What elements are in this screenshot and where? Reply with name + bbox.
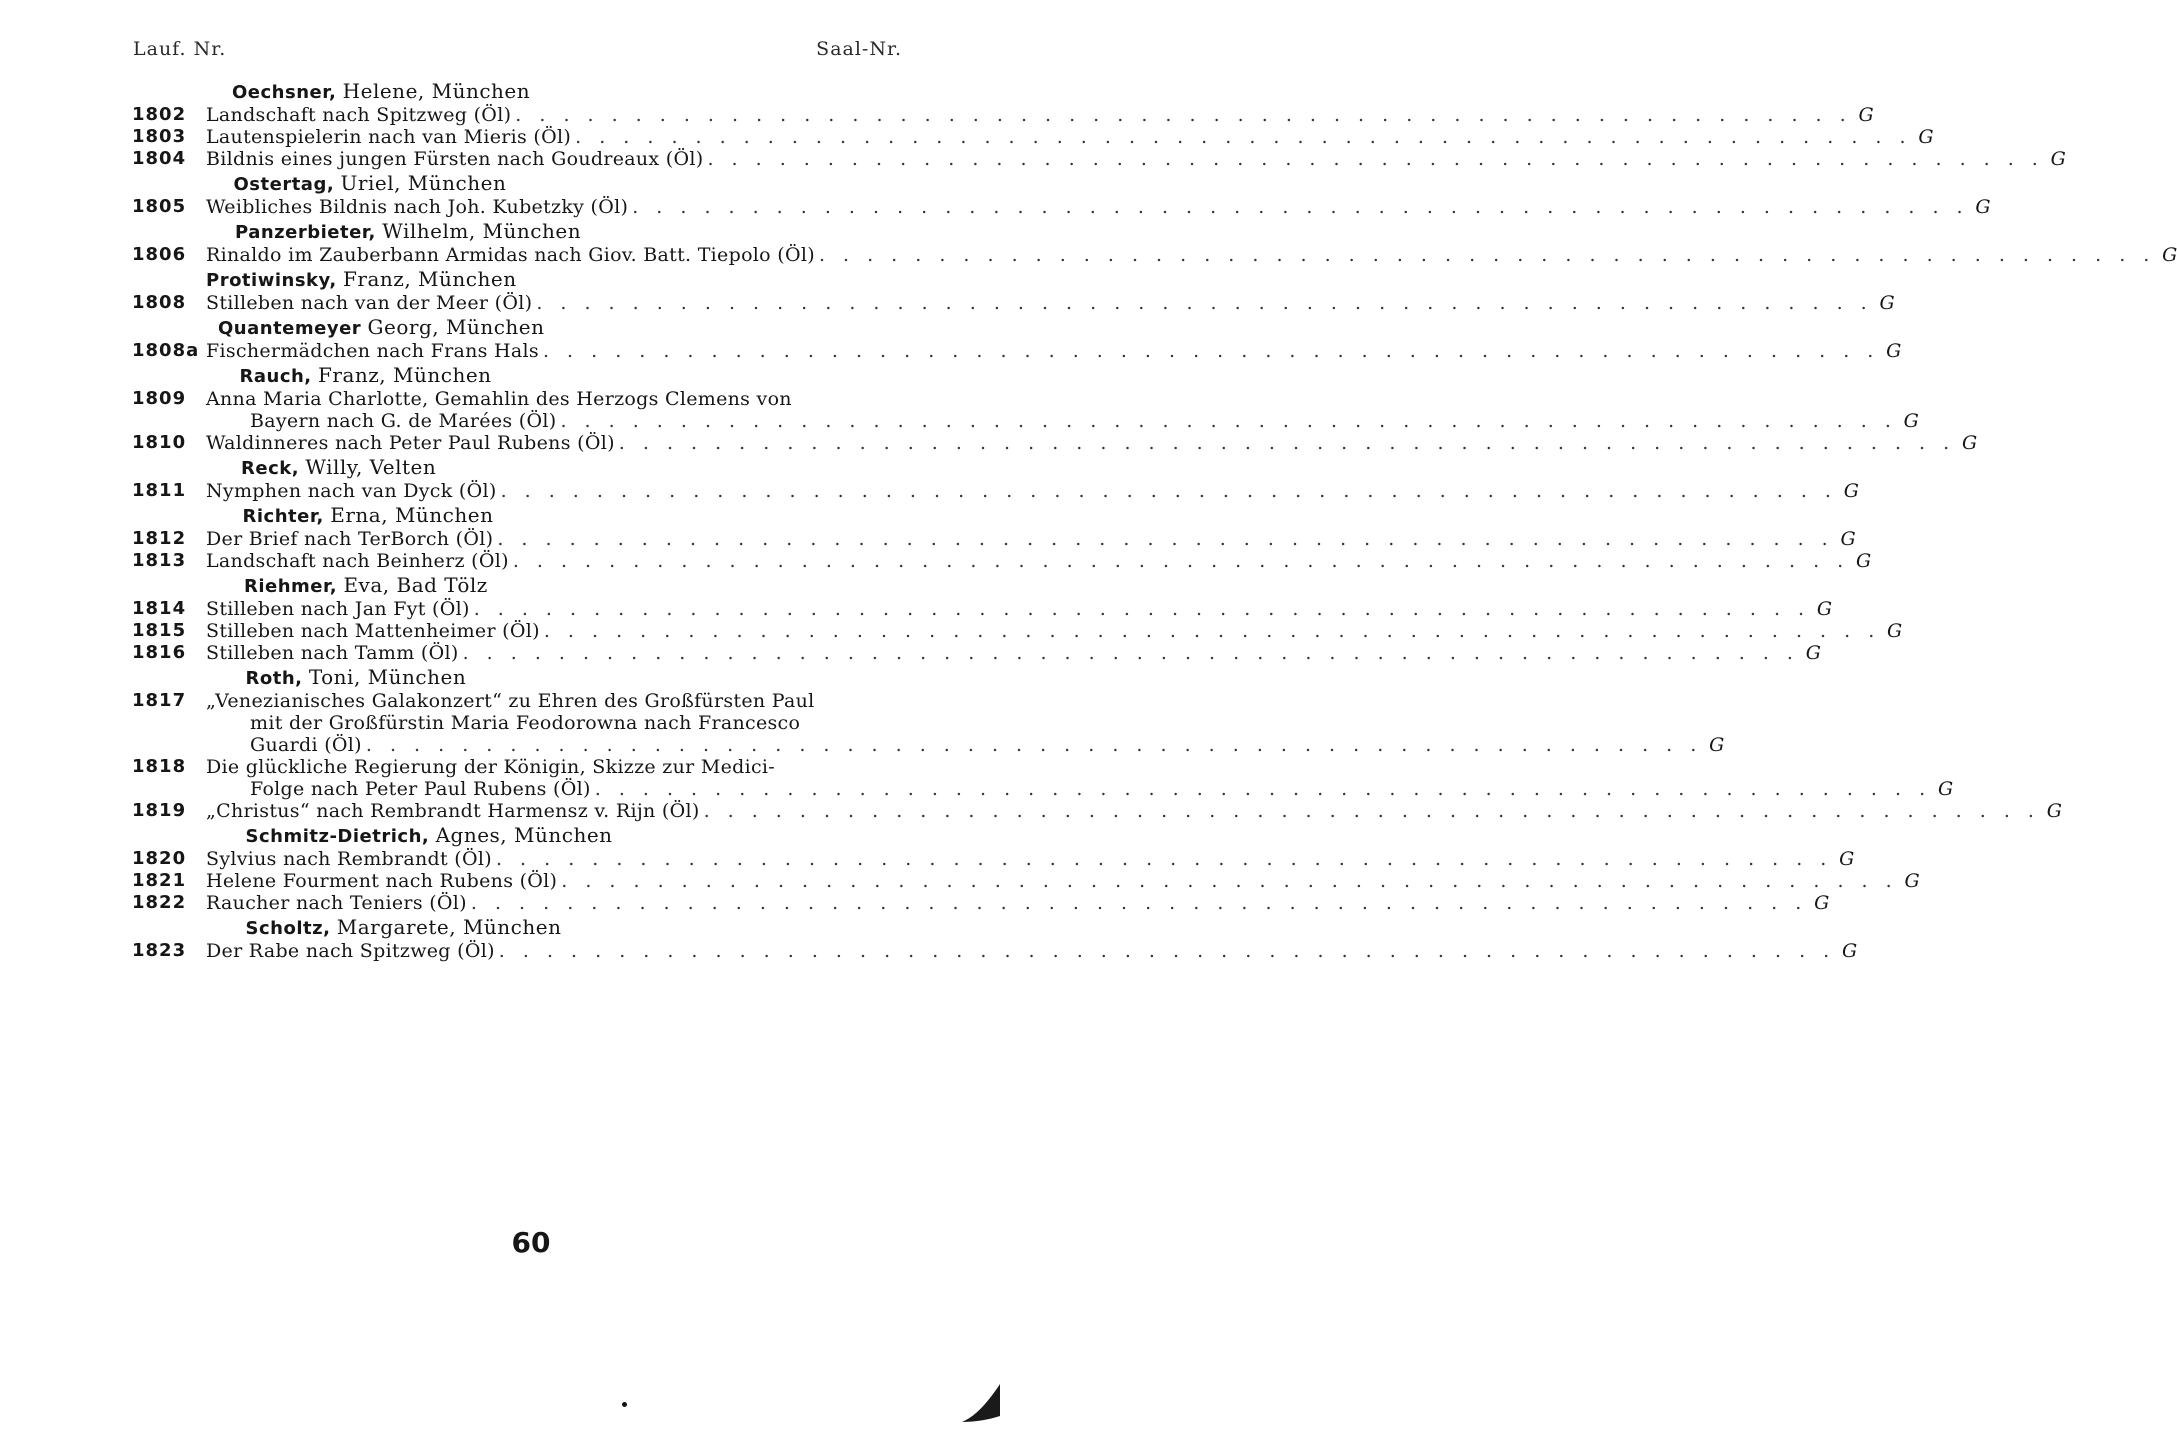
entry-number: 1805: [132, 196, 187, 217]
dot-leader: . . . . . . . . . . . . . . . . . . . . . . . . . . . . . . . . . . . . . . . . . . . . . . . . . . . . . . . .: [594, 778, 1932, 800]
dot-leader: . . . . . . . . . . . . . . . . . . . . . . . . . . . . . . . . . . . . . . . . . . . . . . . . . . . . . . . .: [543, 620, 1881, 642]
room-number: G: [1842, 940, 1858, 962]
room-number: G: [1886, 340, 1902, 362]
room-number: G: [1879, 292, 1895, 314]
dot-leader: . . . . . . . . . . . . . . . . . . . . . . . . . . . . . . . . . . . . . . . . . . . . . . . . . . . . . . . .: [470, 892, 1808, 914]
entry-title-line: [206, 712, 910, 734]
entry-title-text: Fischermädchen nach Frans Hals: [206, 340, 539, 362]
room-number: G: [1816, 598, 1833, 620]
entry-title-line: [206, 340, 1902, 362]
entry-title-line: [206, 244, 2177, 266]
artist-section: [132, 78, 2066, 170]
entry-title-line: [206, 940, 1858, 962]
entry-number: 1820: [132, 848, 187, 869]
artist-section: [132, 218, 2177, 266]
artist-name: Oechsner,: [232, 82, 337, 103]
artist-heading: [132, 170, 910, 196]
entry-number: 1802: [132, 104, 187, 125]
room-number: G: [2046, 800, 2062, 822]
room-number: G: [1887, 620, 1903, 642]
catalog-entry: [132, 848, 1855, 870]
entry-title-text: Stilleben nach Mattenheimer (Öl): [206, 620, 540, 642]
entry-title-line: [206, 196, 1991, 218]
entry-title-line: [206, 756, 910, 778]
entry-title: [206, 848, 1855, 870]
artist-section: [132, 822, 1920, 914]
catalog-entry: [132, 598, 1833, 620]
entry-number: 1803: [132, 126, 187, 147]
catalog-entry: [132, 620, 1903, 642]
entry-title-line: [206, 642, 1821, 664]
dot-leader: . . . . . . . . . . . . . . . . . . . . . . . . . . . . . . . . . . . . . . . . . . . . . . . . . . . . . . . .: [498, 940, 1836, 962]
room-number: G: [2050, 148, 2066, 170]
artist-location: Georg, München: [367, 315, 545, 339]
artist-heading: [132, 822, 910, 848]
room-number: G: [1904, 870, 1920, 892]
entry-title-line: [206, 800, 2062, 822]
catalog-entries: [132, 78, 2177, 962]
entry-title: [206, 388, 1919, 432]
entry-title-text: Weibliches Bildnis nach Joh. Kubetzky (Öl): [206, 196, 629, 218]
artist-heading: [132, 502, 910, 528]
entry-title-line: [206, 848, 1855, 870]
entry-title: [206, 620, 1903, 642]
catalog-entry: [132, 892, 1830, 914]
entry-title-line: [206, 148, 2066, 170]
catalog-entry: [132, 642, 1821, 664]
catalog-entry: [132, 940, 1858, 962]
entry-title-line: [206, 778, 1954, 800]
artist-section: [132, 914, 1858, 962]
catalog-entry: [132, 870, 1920, 892]
entry-title: [206, 870, 1920, 892]
entry-title-line: [206, 126, 1934, 148]
artist-location: Wilhelm, München: [382, 219, 582, 243]
entry-title-line: [206, 734, 1725, 756]
entry-title-line: [206, 892, 1830, 914]
dot-leader: . . . . . . . . . . . . . . . . . . . . . . . . . . . . . . . . . . . . . . . . . . . . . . . . . . . . . . . .: [707, 148, 2044, 170]
catalog-entry: [132, 196, 1991, 218]
entry-number: 1821: [132, 870, 187, 891]
page-number: 60: [511, 1226, 551, 1259]
dot-leader: . . . . . . . . . . . . . . . . . . . . . . . . . . . . . . . . . . . . . . . . . . . . . . . . . . . . . . . .: [575, 126, 1912, 148]
entry-title: [206, 244, 2177, 266]
entry-number: 1808: [132, 292, 187, 313]
entry-title-line: [206, 870, 1920, 892]
catalog-entry: [132, 244, 2177, 266]
room-number: G: [1937, 778, 1954, 800]
entry-title-text: Lautenspielerin nach van Mieris (Öl): [206, 126, 572, 148]
entry-title-text: Anna Maria Charlotte, Gemahlin des Herzogs Clemens von: [206, 388, 792, 410]
room-number: G: [1709, 734, 1725, 756]
catalog-entry: [132, 388, 1919, 432]
entry-title-line: [206, 104, 1874, 126]
catalog-entry: [132, 432, 1978, 454]
entry-title: [206, 800, 2062, 822]
entry-number: 1823: [132, 940, 187, 961]
room-number: G: [1856, 550, 1872, 572]
entry-title: [206, 690, 1725, 756]
dot-leader: . . . . . . . . . . . . . . . . . . . . . . . . . . . . . . . . . . . . . . . . . . . . . . . . . . . . . . . .: [462, 642, 1799, 664]
catalog-entry: [132, 550, 1872, 572]
dot-leader: . . . . . . . . . . . . . . . . . . . . . . . . . . . . . . . . . . . . . . . . . . . . . . . . . . . . . . . .: [703, 800, 2040, 822]
entry-title-text: Landschaft nach Spitzweg (Öl): [206, 104, 512, 126]
entry-title-line: [206, 432, 1978, 454]
entry-title-text: Der Rabe nach Spitzweg (Öl): [206, 940, 495, 962]
entry-title-line: [206, 690, 910, 712]
artist-location: Willy, Velten: [305, 455, 437, 479]
catalog-entry: [132, 690, 1725, 756]
room-number: G: [1903, 410, 1919, 432]
dot-leader: . . . . . . . . . . . . . . . . . . . . . . . . . . . . . . . . . . . . . . . . . . . . . . . . . . . . . . . .: [500, 480, 1837, 502]
room-number: G: [1843, 480, 1859, 502]
entry-title: [206, 432, 1978, 454]
artist-section: [132, 664, 2062, 822]
catalog-entry: [132, 528, 1856, 550]
artist-location: Margarete, München: [336, 915, 562, 939]
entry-number: 1810: [132, 432, 187, 453]
entry-title: [206, 104, 1874, 126]
artist-section: [132, 502, 1872, 572]
entry-title-line: [206, 410, 1919, 432]
artist-heading: [132, 266, 910, 292]
entry-title-text: „Venezianisches Galakonzert“ zu Ehren des Großfürsten Paul: [206, 690, 815, 712]
artist-name: Ostertag,: [233, 174, 335, 195]
artist-location: Toni, München: [308, 665, 467, 689]
entry-title-text: Stilleben nach van der Meer (Öl): [206, 292, 533, 314]
entry-title-text: Rinaldo im Zauberbann Armidas nach Giov. Batt. Tiepolo (Öl): [206, 244, 815, 266]
entry-title-text: Der Brief nach TerBorch (Öl): [206, 528, 494, 550]
artist-heading: [132, 78, 910, 104]
entry-number: 1818: [132, 756, 187, 777]
entry-title-line: [206, 388, 910, 410]
artist-name: Reck,: [241, 458, 300, 479]
entry-title: [206, 550, 1872, 572]
artist-name: Richter,: [242, 506, 324, 527]
entry-title: [206, 340, 1902, 362]
entry-title: [206, 292, 1895, 314]
room-number: G: [1814, 892, 1830, 914]
artist-section: [132, 454, 1859, 502]
room-number: G: [1858, 104, 1874, 126]
artist-name: Riehmer,: [244, 576, 338, 597]
dot-leader: . . . . . . . . . . . . . . . . . . . . . . . . . . . . . . . . . . . . . . . . . . . . . . . . . . . . . . . .: [542, 340, 1880, 362]
artist-location: Erna, München: [330, 503, 494, 527]
entry-title: [206, 126, 1934, 148]
column-header-running-number: Lauf. Nr.: [133, 38, 227, 60]
entry-number: 1814: [132, 598, 187, 619]
artist-name: Quantemeyer: [218, 318, 362, 339]
entry-title-text: „Christus“ nach Rembrandt Harmensz v. Rijn (Öl): [206, 800, 700, 822]
entry-title: [206, 480, 1859, 502]
catalog-entry: [132, 126, 1934, 148]
print-speck: [622, 1402, 627, 1407]
entry-title-text: mit der Großfürstin Maria Feodorowna nach Francesco: [250, 712, 801, 734]
entry-number: 1812: [132, 528, 187, 549]
catalog-entry: [132, 292, 1895, 314]
room-number: G: [1839, 848, 1855, 870]
entry-title: [206, 756, 1954, 800]
dot-leader: . . . . . . . . . . . . . . . . . . . . . . . . . . . . . . . . . . . . . . . . . . . . . . . . . . . . . . . .: [618, 432, 1956, 454]
artist-name: Scholtz,: [245, 918, 331, 939]
dot-leader: . . . . . . . . . . . . . . . . . . . . . . . . . . . . . . . . . . . . . . . . . . . . . . . . . . . . . . . .: [495, 848, 1833, 870]
artist-name: Rauch,: [239, 366, 312, 387]
entry-title: [206, 940, 1858, 962]
artist-location: Agnes, München: [435, 823, 613, 847]
artist-location: Eva, Bad Tölz: [343, 573, 488, 597]
dot-leader: . . . . . . . . . . . . . . . . . . . . . . . . . . . . . . . . . . . . . . . . . . . . . . . . . . . . . . . .: [818, 244, 2156, 266]
entry-title-line: [206, 528, 1856, 550]
entry-title: [206, 892, 1830, 914]
artist-location: Franz, München: [318, 363, 492, 387]
artist-section: [132, 362, 1978, 454]
entry-title: [206, 528, 1856, 550]
artist-location: Uriel, München: [340, 171, 507, 195]
entry-number: 1808a: [132, 340, 200, 361]
dot-leader: . . . . . . . . . . . . . . . . . . . . . . . . . . . . . . . . . . . . . . . . . . . . . . . . . . . . . . . .: [536, 292, 1873, 314]
entry-title-text: Sylvius nach Rembrandt (Öl): [206, 848, 492, 870]
catalog-entry: [132, 340, 1902, 362]
entry-title: [206, 598, 1833, 620]
artist-heading: [132, 218, 910, 244]
artist-heading: [132, 572, 910, 598]
entry-title-text: Stilleben nach Tamm (Öl): [206, 642, 459, 664]
entry-number: 1813: [132, 550, 187, 571]
entry-title-line: [206, 480, 1859, 502]
room-number: G: [1840, 528, 1856, 550]
artist-heading: [132, 914, 910, 940]
artist-name: Roth,: [245, 668, 303, 689]
entry-number: 1816: [132, 642, 187, 663]
entry-number: 1819: [132, 800, 187, 821]
entry-title-text: Bayern nach G. de Marées (Öl): [250, 410, 557, 432]
artist-heading: [132, 362, 910, 388]
dot-leader: . . . . . . . . . . . . . . . . . . . . . . . . . . . . . . . . . . . . . . . . . . . . . . . . . . . . . . . .: [561, 870, 1898, 892]
entry-title-text: Landschaft nach Beinherz (Öl): [206, 550, 509, 572]
artist-name: Protiwinsky,: [206, 270, 337, 291]
entry-title-line: [206, 620, 1903, 642]
dot-leader: . . . . . . . . . . . . . . . . . . . . . . . . . . . . . . . . . . . . . . . . . . . . . . . . . . . . . . . .: [512, 550, 1850, 572]
artist-name: Schmitz-Dietrich,: [245, 826, 430, 847]
artist-heading: [132, 314, 910, 340]
dot-leader: . . . . . . . . . . . . . . . . . . . . . . . . . . . . . . . . . . . . . . . . . . . . . . . . . . . . . . . .: [632, 196, 1969, 218]
entry-title-text: Guardi (Öl): [250, 734, 362, 756]
entry-number: 1822: [132, 892, 187, 913]
entry-title-text: Nymphen nach van Dyck (Öl): [206, 480, 497, 502]
dot-leader: . . . . . . . . . . . . . . . . . . . . . . . . . . . . . . . . . . . . . . . . . . . . . . . . . . . . . . . .: [497, 528, 1834, 550]
entry-title-text: Bildnis eines jungen Fürsten nach Goudreaux (Öl): [206, 148, 704, 170]
entry-title-text: Die glückliche Regierung der Königin, Skizze zur Medici-: [206, 756, 776, 778]
entry-number: 1804: [132, 148, 187, 169]
dot-leader: . . . . . . . . . . . . . . . . . . . . . . . . . . . . . . . . . . . . . . . . . . . . . . . . . . . . . . . .: [473, 598, 1811, 620]
page-corner-shadow: [954, 1372, 1000, 1432]
room-number: G: [1975, 196, 1991, 218]
catalog-entry: [132, 480, 1859, 502]
entry-number: 1811: [132, 480, 187, 501]
dot-leader: . . . . . . . . . . . . . . . . . . . . . . . . . . . . . . . . . . . . . . . . . . . . . . . . . . . . . . . .: [515, 104, 1852, 126]
dot-leader: . . . . . . . . . . . . . . . . . . . . . . . . . . . . . . . . . . . . . . . . . . . . . . . . . . . . . . . .: [560, 410, 1897, 432]
entry-title-text: Folge nach Peter Paul Rubens (Öl): [250, 778, 591, 800]
entry-title-line: [206, 598, 1833, 620]
entry-title: [206, 642, 1821, 664]
artist-heading: [132, 454, 910, 480]
catalog-entry: [132, 148, 2066, 170]
catalog-entry: [132, 104, 1874, 126]
artist-section: [132, 266, 1895, 314]
catalog-entry: [132, 756, 1954, 800]
entry-title-text: Stilleben nach Jan Fyt (Öl): [206, 598, 470, 620]
room-number: G: [2162, 244, 2177, 266]
entry-number: 1809: [132, 388, 187, 409]
entry-title: [206, 148, 2066, 170]
entry-number: 1815: [132, 620, 187, 641]
artist-section: [132, 572, 1903, 664]
column-header-room-number: Saal-Nr.: [816, 38, 902, 60]
artist-section: [132, 170, 1991, 218]
room-number: G: [1918, 126, 1934, 148]
entry-title-text: Waldinneres nach Peter Paul Rubens (Öl): [206, 432, 615, 454]
room-number: G: [1961, 432, 1978, 454]
room-number: G: [1805, 642, 1821, 664]
entry-title-text: Raucher nach Teniers (Öl): [206, 892, 467, 914]
artist-heading: [132, 664, 910, 690]
artist-location: Franz, München: [343, 267, 517, 291]
dot-leader: . . . . . . . . . . . . . . . . . . . . . . . . . . . . . . . . . . . . . . . . . . . . . . . . . . . . . . . .: [365, 734, 1703, 756]
entry-number: 1817: [132, 690, 187, 711]
entry-title-text: Helene Fourment nach Rubens (Öl): [206, 870, 558, 892]
catalog-entry: [132, 800, 2062, 822]
artist-location: Helene, München: [342, 79, 531, 103]
entry-title-line: [206, 550, 1872, 572]
entry-title-line: [206, 292, 1895, 314]
artist-name: Panzerbieter,: [235, 222, 376, 243]
entry-number: 1806: [132, 244, 187, 265]
entry-title: [206, 196, 1991, 218]
artist-section: [132, 314, 1902, 362]
